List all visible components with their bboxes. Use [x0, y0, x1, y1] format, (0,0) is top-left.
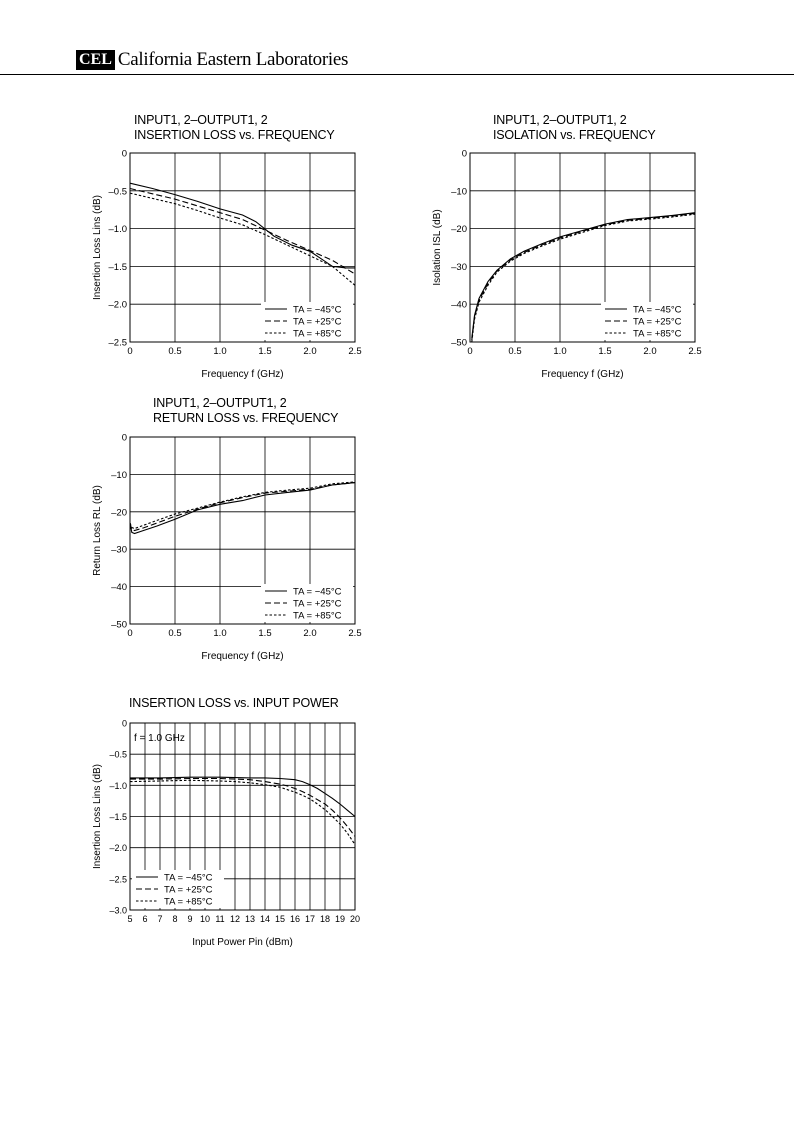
- y-tick-label: –2.0: [108, 299, 127, 311]
- chart-title-isolation: [493, 113, 656, 143]
- x-tick-label: 0.5: [168, 346, 182, 357]
- y-tick-label: –1.5: [109, 812, 127, 822]
- x-tick-label: 1.0: [553, 346, 567, 357]
- series-line: [130, 779, 355, 837]
- header: [76, 50, 348, 70]
- legend-label: TA = +25°C: [164, 884, 213, 896]
- legend-label: TA = −45°C: [164, 872, 213, 884]
- series-line: [130, 777, 355, 816]
- x-tick-label: 6: [142, 914, 148, 924]
- y-tick-label: –1.0: [108, 224, 127, 236]
- y-tick-label: 0: [461, 148, 467, 160]
- x-tick-label: 1.5: [598, 346, 612, 357]
- series-line: [130, 780, 355, 844]
- y-tick-label: –40: [451, 299, 467, 311]
- x-tick-label: 20: [349, 914, 361, 924]
- x-tick-label: 15: [274, 914, 286, 924]
- chart-title-line1: INPUT1, 2–OUTPUT1, 2: [493, 113, 627, 127]
- x-axis-label: Frequency f (GHz): [201, 369, 284, 380]
- chart-title-line1: INPUT1, 2–OUTPUT1, 2: [134, 113, 268, 127]
- insertion-loss-input-power-chart: [85, 712, 380, 957]
- y-tick-label: –10: [451, 186, 467, 198]
- y-axis-label: Isolation ISL (dB): [432, 209, 443, 286]
- company-logo: CEL: [76, 50, 115, 70]
- x-tick-label: 2.0: [303, 628, 317, 639]
- y-tick-label: 0: [121, 718, 127, 729]
- chart-title-return-loss: [153, 396, 338, 426]
- x-tick-label: 2.0: [303, 346, 317, 357]
- x-tick-label: 0: [127, 628, 133, 639]
- y-tick-label: –1.5: [108, 261, 127, 273]
- x-tick-label: 10: [199, 914, 211, 924]
- y-tick-label: –0.5: [109, 749, 127, 760]
- y-tick-label: –50: [451, 337, 467, 349]
- insertion-loss-frequency-chart: [85, 142, 380, 387]
- chart-title-line2: RETURN LOSS vs. FREQUENCY: [153, 411, 339, 425]
- x-tick-label: 5: [127, 914, 133, 924]
- chart-title-line2: INSERTION LOSS vs. FREQUENCY: [134, 128, 335, 142]
- chart-title-insertion-loss: [134, 113, 334, 143]
- x-axis-label: Input Power Pin (dBm): [192, 937, 293, 948]
- legend-label: TA = −45°C: [293, 586, 342, 598]
- x-tick-label: 11: [215, 914, 225, 924]
- chart-annotation: f = 1.0 GHz: [134, 733, 185, 744]
- legend-label: TA = −45°C: [633, 304, 682, 316]
- y-tick-label: –2.5: [109, 874, 127, 885]
- y-tick-label: –40: [111, 582, 127, 594]
- x-tick-label: 2.5: [348, 628, 362, 639]
- x-axis-label: Frequency f (GHz): [201, 651, 284, 662]
- y-axis-label: Return Loss RL (dB): [92, 485, 103, 576]
- y-tick-label: –1.0: [109, 780, 127, 791]
- x-tick-label: 14: [259, 914, 271, 924]
- legend-label: TA = +25°C: [633, 316, 682, 328]
- y-tick-label: 0: [121, 148, 127, 160]
- x-tick-label: 1.5: [258, 628, 272, 639]
- y-tick-label: –20: [451, 224, 467, 236]
- chart-title-line2: ISOLATION vs. FREQUENCY: [493, 128, 656, 142]
- header-rule: [0, 74, 794, 75]
- x-tick-label: 17: [304, 914, 316, 924]
- y-tick-label: –10: [111, 469, 127, 481]
- legend-label: TA = +85°C: [293, 328, 342, 340]
- y-tick-label: –0.5: [108, 186, 127, 198]
- chart-title-line1: INPUT1, 2–OUTPUT1, 2: [153, 396, 287, 410]
- series-line: [130, 483, 355, 534]
- series-line: [130, 193, 355, 285]
- x-tick-label: 0.5: [168, 628, 182, 639]
- x-tick-label: 2.5: [688, 346, 702, 357]
- company-name: California Eastern Laboratories: [117, 49, 349, 70]
- y-tick-label: 0: [121, 432, 127, 444]
- legend-label: TA = +85°C: [633, 328, 682, 340]
- y-tick-label: –30: [111, 544, 127, 556]
- series-line: [130, 482, 355, 529]
- y-tick-label: –50: [111, 619, 127, 631]
- x-tick-label: 9: [187, 914, 193, 924]
- y-tick-label: –3.0: [109, 905, 127, 916]
- x-tick-label: 1.0: [213, 628, 227, 639]
- chart-title-input-power: [129, 696, 339, 711]
- x-axis-label: Frequency f (GHz): [541, 369, 624, 380]
- y-tick-label: –2.5: [108, 337, 127, 349]
- x-tick-label: 1.0: [213, 346, 227, 357]
- x-tick-label: 0: [127, 346, 133, 357]
- x-tick-label: 18: [319, 914, 331, 924]
- x-tick-label: 8: [172, 914, 178, 924]
- x-tick-label: 7: [157, 914, 163, 924]
- y-axis-label: Insertion Loss Lins (dB): [92, 194, 103, 301]
- x-tick-label: 19: [334, 914, 346, 924]
- y-axis-label: Insertion Loss Lins (dB): [92, 763, 103, 870]
- x-tick-label: 13: [244, 914, 256, 924]
- x-tick-label: 1.5: [258, 346, 272, 357]
- legend-label: TA = +85°C: [293, 610, 342, 622]
- legend-label: TA = +25°C: [293, 598, 342, 610]
- x-tick-label: 2.5: [348, 346, 362, 357]
- x-tick-label: 0.5: [508, 346, 522, 357]
- return-loss-frequency-chart: [85, 426, 380, 671]
- y-tick-label: –2.0: [109, 843, 127, 854]
- y-tick-label: –20: [111, 507, 127, 519]
- legend-label: TA = +25°C: [293, 316, 342, 328]
- isolation-frequency-chart: [425, 142, 720, 387]
- y-tick-label: –30: [451, 261, 467, 273]
- x-tick-label: 2.0: [643, 346, 657, 357]
- x-tick-label: 12: [229, 914, 241, 924]
- x-tick-label: 16: [289, 914, 301, 924]
- x-tick-label: 0: [467, 346, 473, 357]
- chart-title-line1: INSERTION LOSS vs. INPUT POWER: [129, 696, 339, 710]
- legend-label: TA = −45°C: [293, 304, 342, 316]
- legend-label: TA = +85°C: [164, 896, 213, 908]
